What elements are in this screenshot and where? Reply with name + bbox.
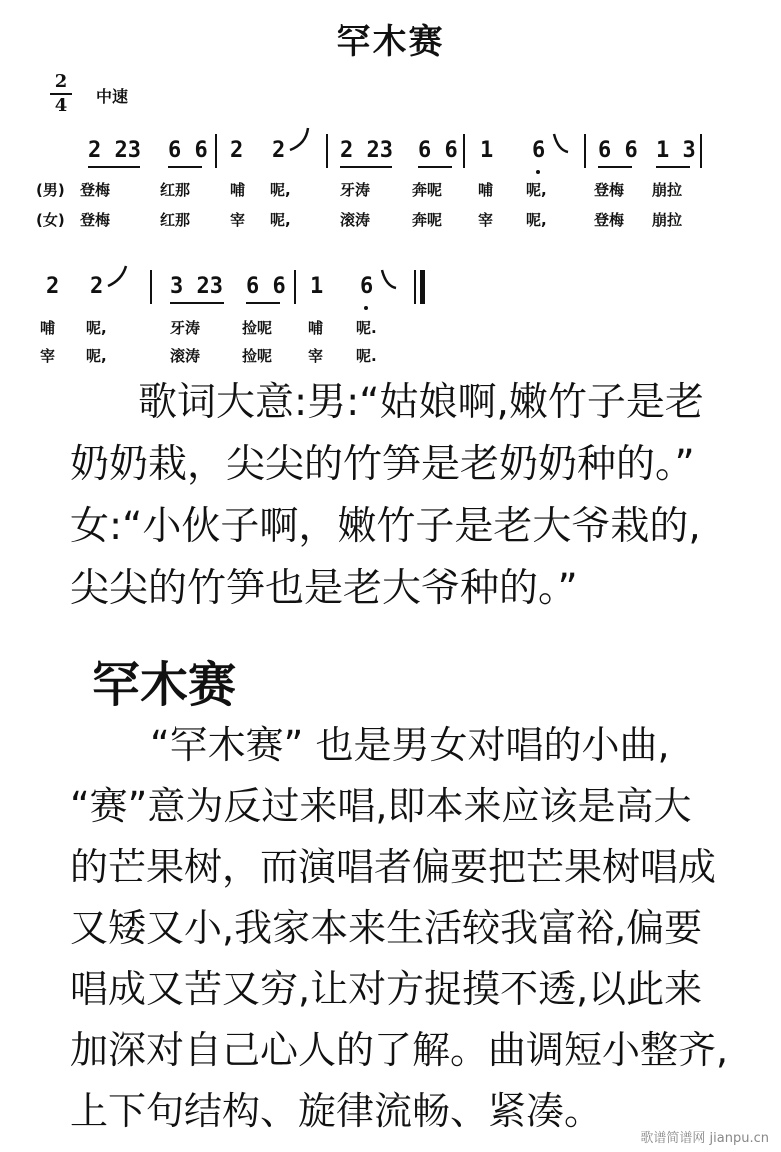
note-group: 2 23 [340, 138, 393, 163]
bar-line [294, 270, 296, 304]
final-bar-line-thin [414, 270, 416, 304]
note-group: 3 23 [170, 274, 223, 299]
note-group: 6 6 [246, 274, 286, 299]
slur-mark-icon [288, 124, 314, 154]
description-line: 的芒果树，而演唱者偏要把芒果树唱成 [70, 845, 717, 889]
lyric-word: 哺 [308, 319, 324, 337]
lyric-word: 宰 [308, 347, 324, 365]
lyric-word: 登梅 [594, 211, 625, 229]
underline [246, 302, 280, 304]
description-line: “赛”意为反过来唱,即本来应该是高大 [70, 784, 692, 828]
bar-line [215, 134, 217, 168]
time-signature-bottom: 4 [54, 95, 68, 116]
singer-label-female: (女) [36, 211, 65, 229]
slur-mark-icon [106, 262, 130, 290]
meaning-line: 歌词大意:男:“姑娘啊,嫩竹子是老 [138, 380, 704, 425]
lyric-word: 登梅 [80, 211, 111, 229]
note-group: 1 3 [656, 138, 696, 163]
lyric-word: 呢, [86, 347, 107, 365]
lyric-word: 宰 [478, 211, 494, 229]
note-group: 2 23 [88, 138, 141, 163]
underline [340, 166, 392, 168]
lyric-word: 奔呢 [412, 211, 443, 229]
lyric-word: 崩拉 [652, 211, 683, 229]
lyric-word: 捡呢 [242, 319, 273, 337]
meaning-line: 奶奶栽，尖尖的竹笋是老奶奶种的。” [70, 442, 695, 487]
lyric-word: 呢, [86, 319, 107, 337]
lyric-word: 呢, [270, 211, 291, 229]
underline [418, 166, 452, 168]
underline [656, 166, 690, 168]
note-group: 2 [272, 138, 286, 163]
description-line: 又矮又小,我家本来生活较我富裕,偏要 [70, 906, 703, 950]
lyric-word: 红那 [160, 181, 191, 199]
note-group: 2 [90, 274, 104, 299]
low-octave-dot [364, 306, 368, 310]
lyric-word: 登梅 [594, 181, 625, 199]
bar-line [700, 134, 702, 168]
underline [598, 166, 632, 168]
underline [170, 302, 224, 304]
note-group: 6 [532, 138, 546, 163]
note-group: 6 6 [168, 138, 208, 163]
description-line: 上下句结构、旋律流畅、紧凑。 [70, 1089, 603, 1133]
time-signature-top: 2 [54, 71, 68, 92]
lyric-word: 哺 [478, 181, 494, 199]
section-heading: 罕木赛 [92, 657, 237, 713]
lyric-word: 宰 [230, 211, 246, 229]
watermark: 歌谱简谱网 jianpu.cn [640, 1131, 769, 1146]
note-group: 1 [480, 138, 494, 163]
note-group: 2 [46, 274, 60, 299]
description-line: 加深对自己心人的了解。曲调短小整齐, [70, 1028, 729, 1072]
lyric-word: 捡呢 [242, 347, 273, 365]
lyric-word: 红那 [160, 211, 191, 229]
note-group: 6 [360, 274, 374, 299]
final-bar-line-thick [420, 270, 425, 304]
lyric-word: 呢, [526, 181, 547, 199]
lyric-word: 崩拉 [652, 181, 683, 199]
lyric-word: 牙涛 [340, 181, 371, 199]
slur-mark-icon [378, 266, 400, 292]
lyric-word: 奔呢 [412, 181, 443, 199]
bar-line [584, 134, 586, 168]
description-line: 唱成又苦又穷,让对方捉摸不透,以此来 [70, 967, 703, 1011]
lyric-word: 呢, [270, 181, 291, 199]
note-group: 2 [230, 138, 244, 163]
meaning-line: 尖尖的竹笋也是老大爷种的。” [70, 566, 578, 611]
bar-line [326, 134, 328, 168]
note-group: 6 6 [418, 138, 458, 163]
lyric-word: 滚涛 [170, 347, 201, 365]
underline [88, 166, 140, 168]
lyric-word: 宰 [40, 347, 56, 365]
singer-label-male: (男) [36, 181, 65, 199]
note-group: 1 [310, 274, 324, 299]
lyric-word: 登梅 [80, 181, 111, 199]
lyric-word: 滚涛 [340, 211, 371, 229]
bar-line [150, 270, 152, 304]
song-title: 罕木赛 [336, 22, 445, 62]
bar-line [463, 134, 465, 168]
lyric-word: 哺 [40, 319, 56, 337]
description-line: “罕木赛” 也是男女对唱的小曲, [150, 723, 670, 767]
note-group: 6 6 [598, 138, 638, 163]
lyric-word: 哺 [230, 181, 246, 199]
time-signature [50, 72, 72, 116]
meaning-line: 女:“小伙子啊，嫩竹子是老大爷栽的, [70, 504, 701, 549]
lyric-word: 呢. [356, 319, 377, 337]
slur-mark-icon [550, 130, 572, 156]
lyric-word: 呢. [356, 347, 377, 365]
tempo-marking: 中速 [96, 87, 129, 106]
lyric-word: 牙涛 [170, 319, 201, 337]
underline [168, 166, 202, 168]
low-octave-dot [536, 170, 540, 174]
lyric-word: 呢, [526, 211, 547, 229]
